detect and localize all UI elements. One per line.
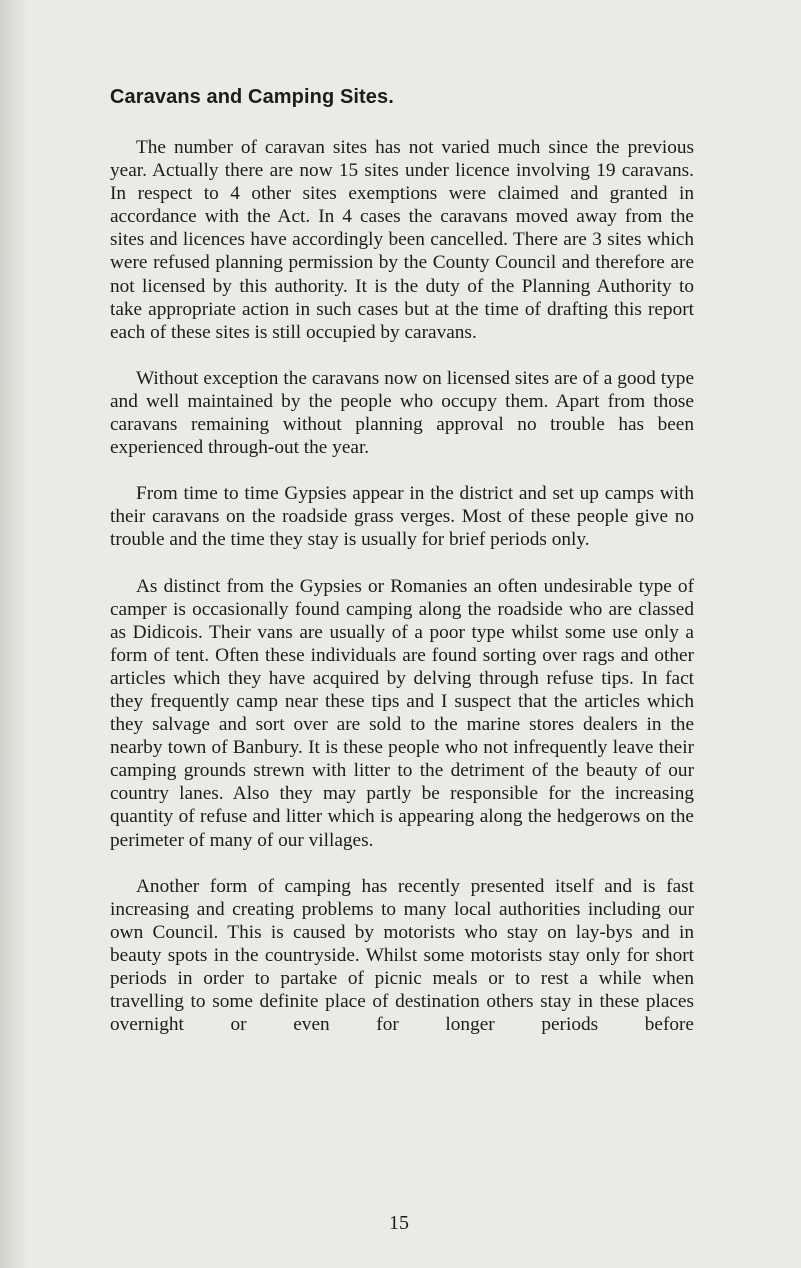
paragraph-licensed-sites: Without exception the caravans now on licensed sites are of a good type and well maintained by the people who occupy them. Apart from those caravans remaining without planning approval no trouble has been experienced through-out the year. <box>110 367 694 459</box>
paragraph-gypsies: From time to time Gypsies appear in the district and set up camps with their caravans on the roadside grass verges. Most of these people give no trouble and the time they stay is usually for brief periods only. <box>110 483 694 551</box>
paragraph-didicois: As distinct from the Gypsies or Romanies an often undesirable type of camper is occasionally found camping along the roadside who are classed as Didicois. Their vans are usually of a poor type whilst some use only a form of tent. Often these individuals are found sorting over rags and other articles which they have acquired by delving through refuse tips. In fact they frequently camp near these tips and I suspect that the articles which they salvage and sort over are sold to the marine stores dealers in the nearby town of Banbury. It is these people who not infrequently leave their camping grounds strewn with litter to the detriment of the beauty of our country lanes. Also they may partly be responsible for the increasing quantity of refuse and litter which is appearing along the hedgerows on the perimeter of many of our villages. <box>110 575 694 851</box>
paragraph-motorists: Another form of camping has recently presented itself and is fast increasing and creating problems to many local authorities including our own Council. This is caused by motorists who stay on lay-bys and in beauty spots in the countryside. Whilst some motorists stay only for short periods in order to partake of picnic meals or to rest a while when travelling to some definite place of destination others stay in these places overnight or even for longer periods before <box>110 875 694 1036</box>
body-text <box>110 136 694 1036</box>
page-number: 15 <box>389 1212 409 1234</box>
section-heading: Caravans and Camping Sites. <box>110 86 394 108</box>
paragraph-caravan-sites: The number of caravan sites has not varied much since the previous year. Actually there are now 15 sites under licence involving 19 caravans. In respect to 4 other sites exemptions were claimed and granted in accordance with the Act. In 4 cases the caravans moved away from the sites and licences have accordingly been cancelled. There are 3 sites which were refused planning permission by the County Council and therefore are not licensed by this authority. It is the duty of the Planning Authority to take appropriate action in such cases but at the time of drafting this report each of these sites is still occupied by caravans. <box>110 137 694 343</box>
page-edge-shadow <box>0 0 28 1268</box>
